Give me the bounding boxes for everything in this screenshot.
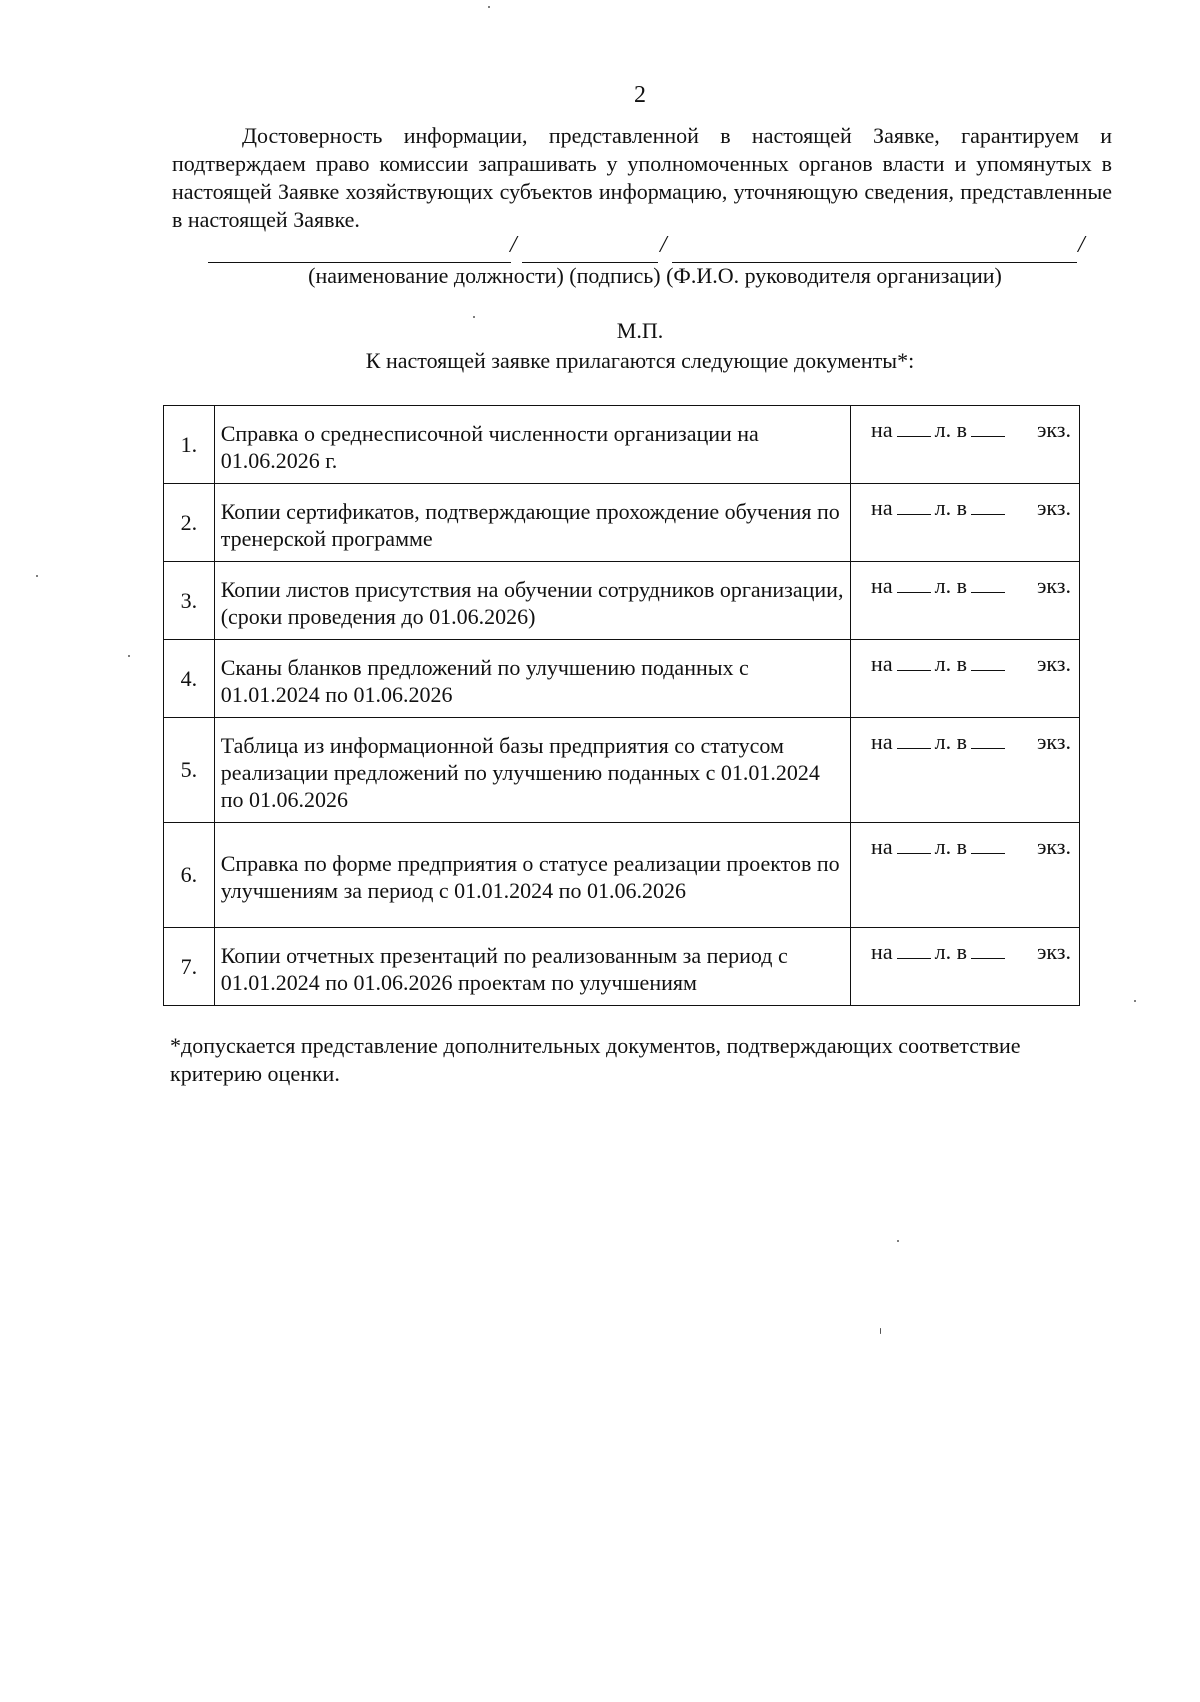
quantity-sheets-label: л. в xyxy=(934,495,967,520)
quantity-copies-label: экз. xyxy=(1036,939,1071,964)
document-row xyxy=(164,823,1080,928)
document-row xyxy=(164,718,1080,823)
documents-table xyxy=(163,405,1080,1006)
scan-speck xyxy=(897,1240,899,1242)
copies-blank xyxy=(971,940,1005,959)
document-number: 7. xyxy=(164,928,215,1006)
document-quantity xyxy=(851,640,1080,718)
document-description: Копии сертификатов, подтверждающие прохождение обучения по тренерской программе xyxy=(214,484,850,562)
quantity-on-label: на xyxy=(871,573,893,598)
document-row xyxy=(164,562,1080,640)
quantity-copies-label: экз. xyxy=(1036,834,1071,859)
sheets-blank xyxy=(897,835,931,854)
document-number: 5. xyxy=(164,718,215,823)
document-number: 2. xyxy=(164,484,215,562)
stamp-label: М.П. xyxy=(616,318,664,343)
document-quantity xyxy=(851,823,1080,928)
footnote: *допускается представление дополнительных документов, подтверждающих соответствие критерию оценки. xyxy=(170,1033,1021,1086)
quantity-on-label: на xyxy=(871,939,893,964)
document-description: Справка по форме предприятия о статусе реализации проектов по улучшениям за период с 01.01.2024 по 01.06.2026 xyxy=(214,823,850,928)
document-description: Таблица из информационной базы предприятия со статусом реализации предложений по улучшению поданных с 01.01.2024 по 01.06.2026 xyxy=(214,718,850,823)
quantity-sheets-label: л. в xyxy=(934,417,967,442)
scan-speck xyxy=(1134,1000,1136,1002)
quantity-on-label: на xyxy=(871,417,893,442)
quantity-on-label: на xyxy=(871,834,893,859)
quantity-copies-label: экз. xyxy=(1036,651,1071,676)
scan-speck xyxy=(473,316,475,318)
scan-speck xyxy=(880,1328,881,1334)
document-description: Сканы бланков предложений по улучшению поданных с 01.01.2024 по 01.06.2026 xyxy=(214,640,850,718)
document-number: 4. xyxy=(164,640,215,718)
document-quantity xyxy=(851,406,1080,484)
scan-speck xyxy=(128,655,130,657)
scan-speck xyxy=(36,575,38,577)
signature-slash: / xyxy=(660,232,667,258)
quantity-sheets-label: л. в xyxy=(934,573,967,598)
document-description: Копии отчетных презентаций по реализованным за период с 01.01.2024 по 01.06.2026 проектам по улучшениям xyxy=(214,928,850,1006)
document-row xyxy=(164,484,1080,562)
page-number: 2 xyxy=(634,82,646,108)
scan-speck xyxy=(488,6,490,8)
copies-blank xyxy=(971,496,1005,515)
signature-caption: (наименование должности) (подпись) (Ф.И.О. руководителя организации) xyxy=(308,263,1002,288)
sheets-blank xyxy=(897,652,931,671)
quantity-on-label: на xyxy=(871,495,893,520)
quantity-copies-label: экз. xyxy=(1036,573,1071,598)
copies-blank xyxy=(971,418,1005,437)
sheets-blank xyxy=(897,730,931,749)
quantity-sheets-label: л. в xyxy=(934,651,967,676)
quantity-sheets-label: л. в xyxy=(934,939,967,964)
quantity-copies-label: экз. xyxy=(1036,729,1071,754)
document-quantity xyxy=(851,484,1080,562)
quantity-copies-label: экз. xyxy=(1036,495,1071,520)
copies-blank xyxy=(971,730,1005,749)
quantity-on-label: на xyxy=(871,651,893,676)
copies-blank xyxy=(971,835,1005,854)
copies-blank xyxy=(971,574,1005,593)
attachments-heading: К настоящей заявке прилагаются следующие документы*: xyxy=(365,348,915,373)
document-description: Копии листов присутствия на обучении сотрудников организации, (сроки проведения до 01.06.2026) xyxy=(214,562,850,640)
document-row xyxy=(164,640,1080,718)
document-row xyxy=(164,928,1080,1006)
quantity-sheets-label: л. в xyxy=(934,729,967,754)
signature-slash: / xyxy=(510,232,517,258)
quantity-copies-label: экз. xyxy=(1036,417,1071,442)
quantity-sheets-label: л. в xyxy=(934,834,967,859)
sheets-blank xyxy=(897,496,931,515)
sheets-blank xyxy=(897,940,931,959)
document-number: 3. xyxy=(164,562,215,640)
document-quantity xyxy=(851,718,1080,823)
guarantee-paragraph: Достоверность информации, представленной в настоящей Заявке, гарантируем и подтверждаем право комиссии запрашивать у уполномоченных органов власти и упомянутых в настоящей Заявке хозяйствующих субъектов информацию, уточняющую сведения, представленные в настоящей Заявке. xyxy=(172,123,1112,232)
sheets-blank xyxy=(897,418,931,437)
signature-slash: / xyxy=(1078,232,1085,258)
document-description: Справка о среднесписочной численности организации на 01.06.2026 г. xyxy=(214,406,850,484)
document-quantity xyxy=(851,562,1080,640)
quantity-on-label: на xyxy=(871,729,893,754)
document-row xyxy=(164,406,1080,484)
document-number: 6. xyxy=(164,823,215,928)
document-number: 1. xyxy=(164,406,215,484)
sheets-blank xyxy=(897,574,931,593)
copies-blank xyxy=(971,652,1005,671)
document-quantity xyxy=(851,928,1080,1006)
